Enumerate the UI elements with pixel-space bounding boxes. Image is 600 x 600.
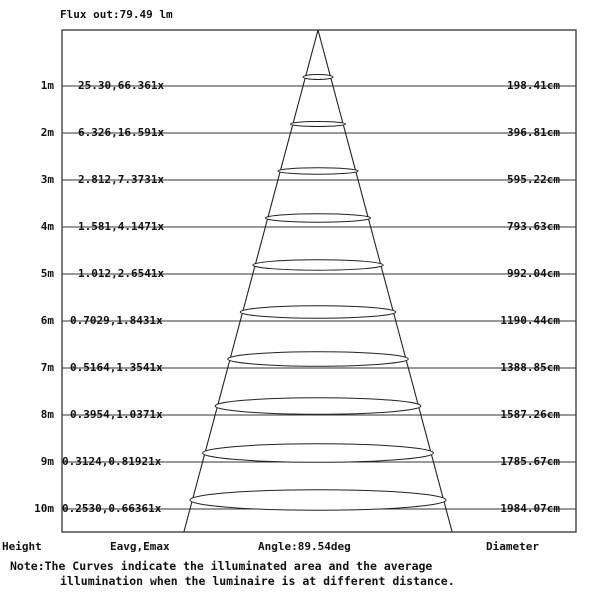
illuminated-area-ellipse: [265, 214, 370, 222]
height-label: 10m: [34, 502, 54, 515]
illuminated-area-ellipse: [253, 260, 383, 270]
eavg-emax-value: 2.812,7.3731x: [78, 173, 165, 186]
illuminated-area-ellipse: [228, 352, 409, 366]
note-line-1: Note:The Curves indicate the illuminated area and the average: [10, 559, 433, 573]
illuminated-area-ellipse: [278, 168, 358, 174]
diameter-value: 793.63cm: [507, 220, 560, 233]
diameter-value: 396.81cm: [507, 126, 560, 139]
eavg-emax-column-label: Eavg,Emax: [110, 540, 170, 553]
diameter-value: 1190.44cm: [500, 314, 560, 327]
eavg-emax-value: 1.581,4.1471x: [78, 220, 165, 233]
eavg-emax-value: 0.7029,1.8431x: [70, 314, 163, 327]
height-label: 6m: [40, 314, 54, 327]
illuminated-area-ellipse: [303, 75, 333, 80]
diameter-value: 1388.85cm: [500, 361, 560, 374]
eavg-emax-value: 0.3954,1.0371x: [70, 408, 163, 421]
eavg-emax-value: 6.326,16.591x: [78, 126, 165, 139]
flux-out-label: Flux out:79.49 lm: [60, 8, 173, 21]
eavg-emax-value: 0.2530,0.66361x: [62, 502, 162, 515]
height-label: 7m: [40, 361, 54, 374]
height-label: 2m: [40, 126, 54, 139]
eavg-emax-value: 0.5164,1.3541x: [70, 361, 163, 374]
height-label: 1m: [40, 79, 54, 92]
eavg-emax-value: 25.30,66.361x: [78, 79, 165, 92]
eavg-emax-value: 0.3124,0.81921x: [62, 455, 162, 468]
illuminated-area-ellipse: [290, 122, 345, 127]
diameter-value: 1984.07cm: [500, 502, 560, 515]
diameter-value: 1587.26cm: [500, 408, 560, 421]
diameter-value: 198.41cm: [507, 79, 560, 92]
height-column-label: Height: [2, 540, 42, 553]
height-label: 3m: [40, 173, 54, 186]
height-label: 5m: [40, 267, 54, 280]
eavg-emax-value: 1.012,2.6541x: [78, 267, 165, 280]
height-label: 8m: [40, 408, 54, 421]
illuminated-area-ellipse: [215, 398, 421, 414]
diameter-value: 1785.67cm: [500, 455, 560, 468]
height-label: 4m: [40, 220, 54, 233]
beam-angle-label: Angle:89.54deg: [258, 540, 351, 553]
note-line-2: illumination when the luminaire is at different distance.: [60, 574, 455, 588]
height-label: 9m: [40, 455, 54, 468]
illuminated-area-ellipse: [240, 306, 396, 318]
diameter-value: 992.04cm: [507, 267, 560, 280]
diameter-column-label: Diameter: [486, 540, 539, 553]
diameter-value: 595.22cm: [507, 173, 560, 186]
illuminated-area-ellipse: [190, 490, 446, 510]
illuminated-area-ellipse: [203, 444, 434, 462]
